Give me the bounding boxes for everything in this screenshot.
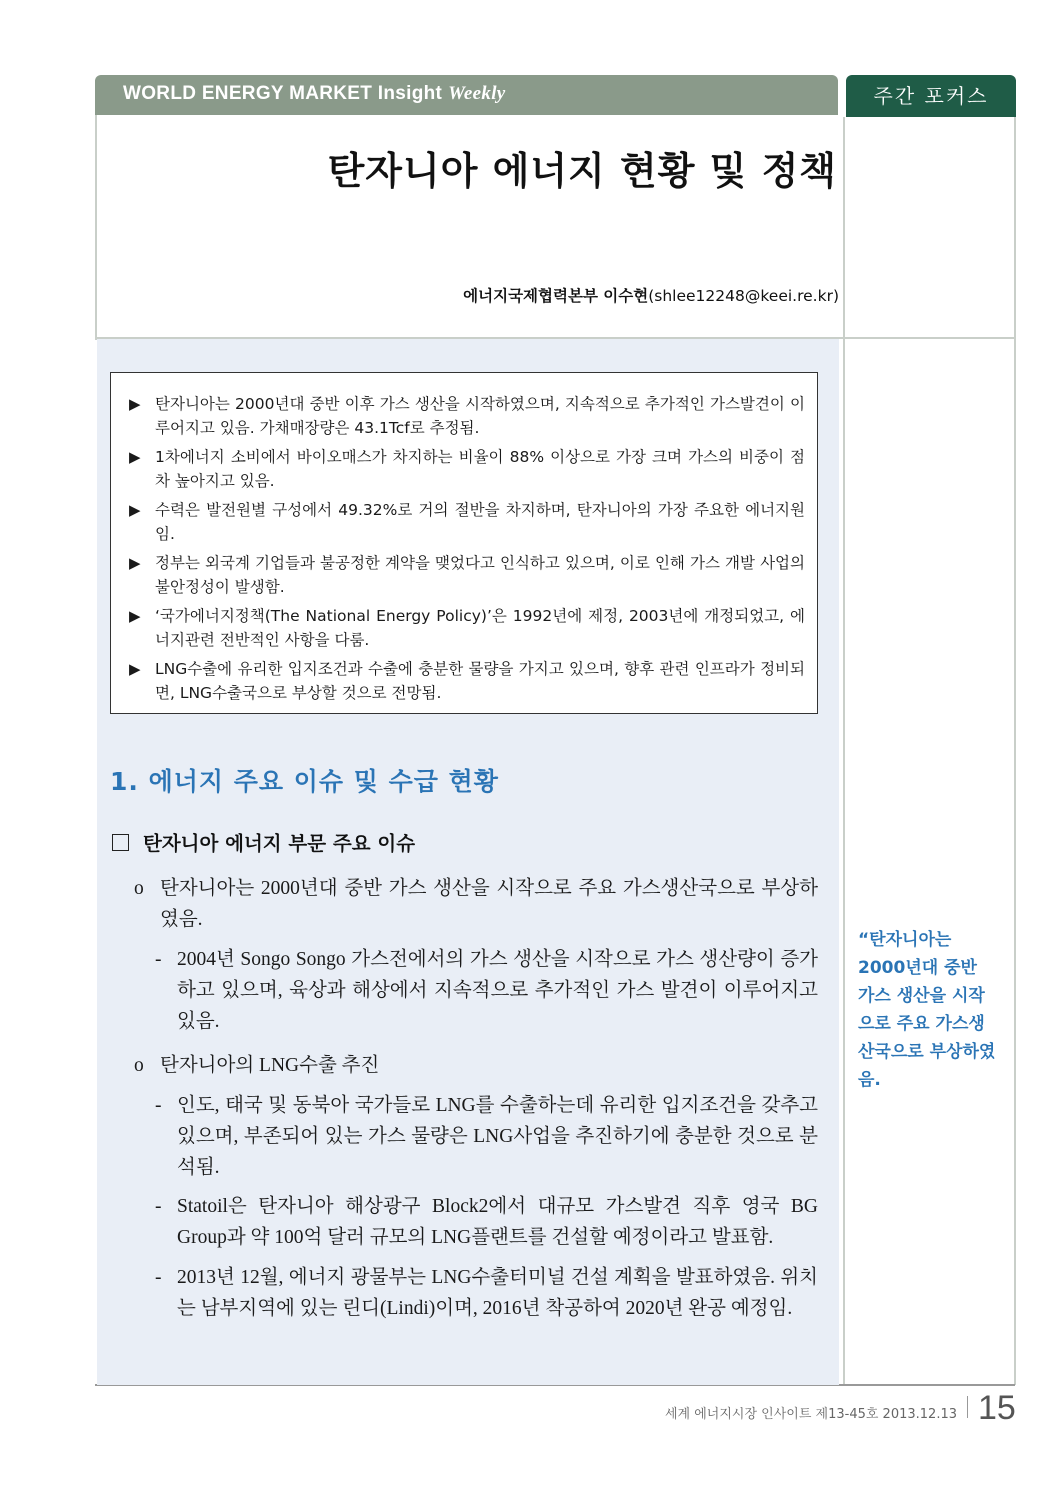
dash-bullet: - xyxy=(155,1095,162,1116)
paragraph-text: 탄자니아의 LNG수출 추진 xyxy=(160,1055,380,1076)
bullet-triangle-icon: ▶ xyxy=(129,501,141,519)
footer-separator xyxy=(967,1396,968,1418)
summary-text: LNG수출에 유리한 입지조건과 수출에 충분한 물량을 가지고 있으며, 향후 관련 인프라가 정비되면, LNG수출국으로 부상할 것으로 전망됨. xyxy=(155,660,805,702)
checkbox-square-icon xyxy=(112,834,129,851)
footer-publication: 세계 에너지시장 인사이트 제13-45호 2013.12.13 xyxy=(665,1407,957,1422)
bullet-triangle-icon: ▶ xyxy=(129,660,141,678)
summary-item xyxy=(129,499,805,546)
header-bar xyxy=(95,75,838,115)
summary-item xyxy=(129,552,805,599)
bullet-dash-item xyxy=(155,1262,818,1324)
paragraph-text: 2004년 Songo Songo 가스전에서의 가스 생산을 시작으로 가스 생산량이 증가하고 있으며, 육상과 해상에서 지속적으로 추가적인 가스 발견이 이루어지고 있음. xyxy=(177,949,818,1032)
dash-bullet: - xyxy=(155,949,162,970)
author-email: (shlee12248@keei.re.kr) xyxy=(648,287,839,305)
bullet-o-item xyxy=(134,873,818,935)
bullet-triangle-icon: ▶ xyxy=(129,554,141,572)
author-line xyxy=(463,284,839,306)
summary-text: 탄자니아는 2000년대 중반 이후 가스 생산을 시작하였으며, 지속적으로 추가적인 가스발견이 이루어지고 있음. 가채매장량은 43.1Tcf로 추정됨. xyxy=(155,395,805,437)
summary-box xyxy=(110,372,818,714)
article-title: 탄자니아 에너지 현황 및 정책 xyxy=(327,149,837,193)
section-tab: 주간 포커스 xyxy=(846,75,1016,117)
summary-text: 1차에너지 소비에서 바이오매스가 차지하는 비율이 88% 이상으로 가장 크며 가스의 비중이 점차 높아지고 있음. xyxy=(155,448,805,490)
frame-mid-line xyxy=(843,117,845,1385)
subsection-heading xyxy=(112,828,415,856)
summary-item xyxy=(129,658,805,705)
subsection-text: 탄자니아 에너지 부문 주요 이슈 xyxy=(143,832,416,855)
summary-text: 수력은 발전원별 구성에서 49.32%로 거의 절반을 차지하며, 탄자니아의 가장 주요한 에너지원임. xyxy=(155,501,805,543)
author-dept: 에너지국제협력본부 이수현 xyxy=(463,287,649,305)
brand-weekly: Weekly xyxy=(448,83,506,104)
dash-bullet: - xyxy=(155,1196,162,1217)
bullet-triangle-icon: ▶ xyxy=(129,395,141,413)
paragraph-text: 탄자니아는 2000년대 중반 가스 생산을 시작으로 주요 가스생산국으로 부상하였음. xyxy=(160,878,818,930)
circle-bullet-icon: o xyxy=(134,878,144,899)
bullet-o-item xyxy=(134,1050,818,1081)
brand-title xyxy=(123,83,506,105)
section-heading: 1. 에너지 주요 이슈 및 수급 현황 xyxy=(110,767,499,796)
paragraph-text: 2013년 12월, 에너지 광물부는 LNG수출터미널 건설 계획을 발표하였음. 위치는 남부지역에 있는 린디(Lindi)이며, 2016년 착공하여 2020년 완공 예정임. xyxy=(177,1267,818,1319)
summary-text: 정부는 외국계 기업들과 불공정한 계약을 맺었다고 인식하고 있으며, 이로 인해 가스 개발 사업의 불안정성이 발생함. xyxy=(155,554,805,596)
summary-text: ‘국가에너지정책(The National Energy Policy)’은 1992년에 제정, 2003년에 개정되었고, 에너지관련 전반적인 사항을 다룸. xyxy=(155,607,805,649)
bullet-dash-item xyxy=(155,944,818,1037)
bullet-dash-item xyxy=(155,1191,818,1253)
paragraph-text: Statoil은 탄자니아 해상광구 Block2에서 대규모 가스발견 직후 영국 BG Group과 약 100억 달러 규모의 LNG플랜트를 건설할 예정이라고 발표함. xyxy=(177,1196,818,1248)
summary-item xyxy=(129,446,805,493)
summary-list xyxy=(129,393,805,711)
bullet-triangle-icon: ▶ xyxy=(129,448,141,466)
brand-text: WORLD ENERGY MARKET Insight xyxy=(123,83,443,104)
summary-item xyxy=(129,605,805,652)
frame-left-line xyxy=(95,115,97,340)
summary-item xyxy=(129,393,805,440)
bullet-triangle-icon: ▶ xyxy=(129,607,141,625)
bullet-dash-item xyxy=(155,1090,818,1183)
dash-bullet: - xyxy=(155,1267,162,1288)
pull-quote: “탄자니아는 2000년대 중반 가스 생산을 시작으로 주요 가스생산국으로 부상하였음. xyxy=(858,930,996,1090)
frame-right-line xyxy=(1014,117,1016,1385)
circle-bullet-icon: o xyxy=(134,1055,144,1076)
paragraph-text: 인도, 태국 및 동북아 국가들로 LNG를 수출하는데 유리한 입지조건을 갖추고 있으며, 부존되어 있는 가스 물량은 LNG사업을 추진하기에 충분한 것으로 분석됨. xyxy=(177,1095,818,1178)
page-number: 15 xyxy=(978,1389,1016,1427)
